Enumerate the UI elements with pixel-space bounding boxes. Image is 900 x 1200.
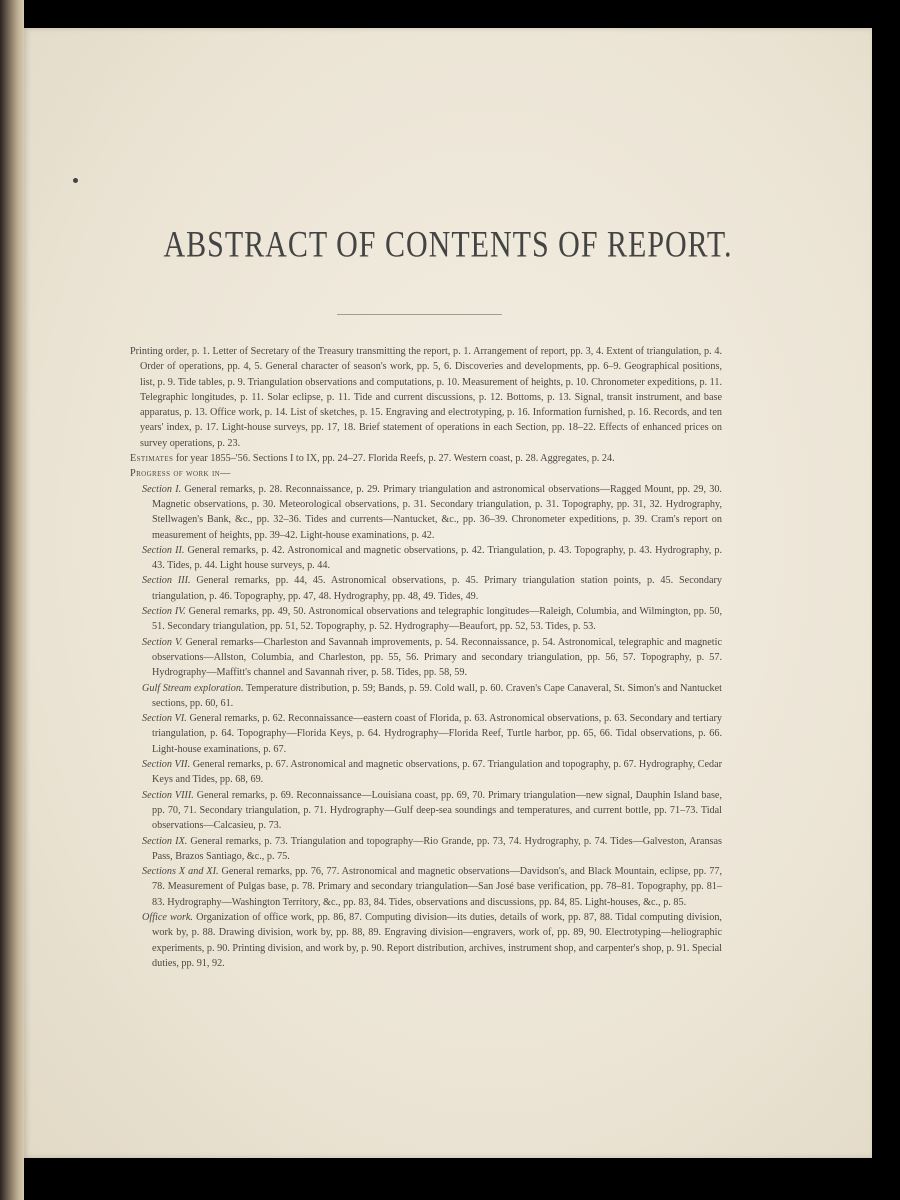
section-entry xyxy=(142,604,722,635)
section-text: Organization of office work, pp. 86, 87. Computing division—its duties, details of work, pp. 87, 88. Tidal computing division, work by, p. 88. Drawing division, work by, pp. 88, 89. Engraving division—engravers, work of, pp. 89, 90. Electrotyping—heliographic experiments, p. 90. Printing division, and work by, p. 90. Report distribution, archives, instrument shop, and carpenter's shop, p. 91. Special duties, pp. 91, 92. xyxy=(152,911,722,969)
section-text: General remarks—Charleston and Savannah improvements, p. 54. Reconnaissance, p. 54. Astronomical, telegraphic and magnetic observations—Allston, Columbia, and Charleston, pp. 55, 56. Primary and secondary triangulation, pp. 56, 57. Topography, p. 57. Hydrography—Maffitt's channel and Savannah river, p. 58. Tides, pp. 58, 59. xyxy=(152,636,722,679)
estimates-text: for year 1855–'56. Sections I to IX, pp. 24–27. Florida Reefs, p. 27. Western coast, p. 28. Aggregates, p. 24. xyxy=(175,453,615,465)
title-rule xyxy=(337,314,502,315)
section-entry xyxy=(142,482,722,543)
estimates-entry xyxy=(130,451,722,466)
section-text: General remarks, p. 62. Reconnaissance—eastern coast of Florida, p. 63. Astronomical observations, p. 63. Secondary and tertiary triangulation, p. 64. Topography—Florida Keys, p. 64. Hydrography—Florida Reef, Turtle harbor, pp. 65, 66. Tidal observations, p. 66. Light-house examinations, p. 67. xyxy=(152,713,723,755)
section-label: Section V. xyxy=(142,636,183,648)
book-spine xyxy=(0,0,24,1200)
page-title: ABSTRACT OF CONTENTS OF REPORT. xyxy=(163,224,733,266)
section-entry xyxy=(142,757,722,788)
section-entry xyxy=(142,635,722,681)
section-entry xyxy=(142,543,722,574)
section-text: General remarks, p. 73. Triangulation and topography—Rio Grande, pp. 73, 74. Hydrography, p. 74. Tides—Galveston, Aransas Pass, Brazos Santiago, &c., p. 75. xyxy=(152,835,722,862)
section-entry xyxy=(142,573,722,604)
section-entry xyxy=(142,711,722,757)
section-text: Temperature distribution, p. 59; Bands, p. 59. Cold wall, p. 60. Craven's Cape Canaveral, St. Simon's and Nantucket sections, pp. 60, 61. xyxy=(152,682,722,709)
section-list xyxy=(130,482,722,972)
estimates-label: Estimates xyxy=(130,453,174,465)
section-text: General remarks, p. 42. Astronomical and magnetic observations, p. 42. Triangulation, p. 43. Topography, p. 43. Hydrography, p. 43. Tides, p. 44. Light house surveys, p. 44. xyxy=(152,544,723,572)
printing-entry: Printing order, p. 1. Letter of Secretary of the Treasury transmitting the report, p. 1. Arrangement of report, pp. 3, 4. Extent of triangulation, p. 4. Order of operations, pp. 4, 5. General character of season's work, pp. 5, 6. Discoveries and developments, pp. 6–9. Geographical positions, list, p. 9. Tide tables, p. 9. Triangulation observations and computations, p. 10. Measurement of heights, p. 10. Chronometer expeditions, p. 11. Telegraphic longitudes, p. 11. Solar eclipse, p. 11. Tide and current discussions, p. 12. Bottoms, p. 13. Signal, transit instrument, and base apparatus, p. 13. Office work, p. 14. List of sketches, p. 15. Engraving and electrotyping, p. 16. Information furnished, p. 16. Records, and ten years' index, p. 17. Light-house surveys, pp. 17, 18. Brief statement of operations in each Section, pp. 18–22. Effects of enhanced prices on survey operations, p. 23. xyxy=(130,346,722,449)
section-entry xyxy=(142,681,722,712)
section-text: General remarks, p. 67. Astronomical and magnetic observations, p. 67. Triangulation and topography, p. 67. Hydrography, Cedar Keys and Tides, pp. 68, 69. xyxy=(152,759,723,786)
section-label: Sections X and XI. xyxy=(142,866,219,878)
section-entry xyxy=(142,864,722,910)
section-label: Section III. xyxy=(142,575,191,587)
section-label: Section VI. xyxy=(142,713,187,725)
section-label: Gulf Stream exploration. xyxy=(142,682,244,694)
ink-dot xyxy=(73,178,78,183)
section-text: General remarks, pp. 76, 77. Astronomical and magnetic observations—Davidson's, and Black Mountain, eclipse, pp. 77, 78. Measurement of Pulgas base, p. 78. Primary and secondary triangulation—San José base verification, pp. 78–81. Topography, pp. 81–83. Hydrography—Washington Territory, &c., pp. 83, 84. Tides, observations and discussions, pp. 84, 85. Light-houses, &c., p. 85. xyxy=(152,866,722,908)
section-text: General remarks, p. 69. Reconnaissance—Louisiana coast, pp. 69, 70. Primary triangulation—new signal, Dauphin Island base, pp. 70, 71. Secondary triangulation, p. 71. Hydrography—Gulf deep-sea soundings and temperatures, and current bottle, pp. 71–73. Tidal observations—Calcasieu, p. 73. xyxy=(152,789,723,832)
section-text: General remarks, pp. 49, 50. Astronomical observations and telegraphic longitudes—Raleigh, Columbia, and Wilmington, pp. 50, 51. Secondary triangulation, pp. 51, 52. Topography, p. 52. Hydrography—Beaufort, pp. 52, 53. Tides, p. 53. xyxy=(152,606,722,633)
section-label: Section IX. xyxy=(142,835,188,847)
contents-body xyxy=(130,344,722,971)
section-label: Section VII. xyxy=(142,759,191,771)
section-entry xyxy=(142,910,722,971)
section-label: Section VIII. xyxy=(142,789,194,801)
document-page xyxy=(24,28,872,1158)
progress-heading: Progress of work in— xyxy=(130,468,231,480)
section-label: Section I. xyxy=(142,483,182,495)
section-entry xyxy=(142,788,722,834)
section-text: General remarks, pp. 44, 45. Astronomical observations, p. 45. Primary triangulation station points, p. 45. Secondary triangulation, p. 46. Topography, pp. 47, 48. Hydrography, pp. 48, 49. Tides, 49. xyxy=(152,575,722,602)
section-text: General remarks, p. 28. Reconnaissance, p. 29. Primary triangulation and astronomical observations—Ragged Mount, pp. 29, 30. Magnetic observations, p. 30. Meteorological observations, p. 31. Secondary triangulation, p. 31. Topography, pp. 31, 32. Hydrography, Stellwagen's Bank, &c., pp. 32–36. Tides and currents—Nantucket, &c., pp. 36–39. Chronometer expeditions, p. 39. Cram's report on measurement of heights, pp. 39–42. Light-house examinations, p. 42. xyxy=(152,483,722,541)
section-label: Section II. xyxy=(142,544,185,556)
section-label: Section IV. xyxy=(142,606,186,618)
section-label: Office work. xyxy=(142,911,193,923)
section-entry xyxy=(142,834,722,865)
